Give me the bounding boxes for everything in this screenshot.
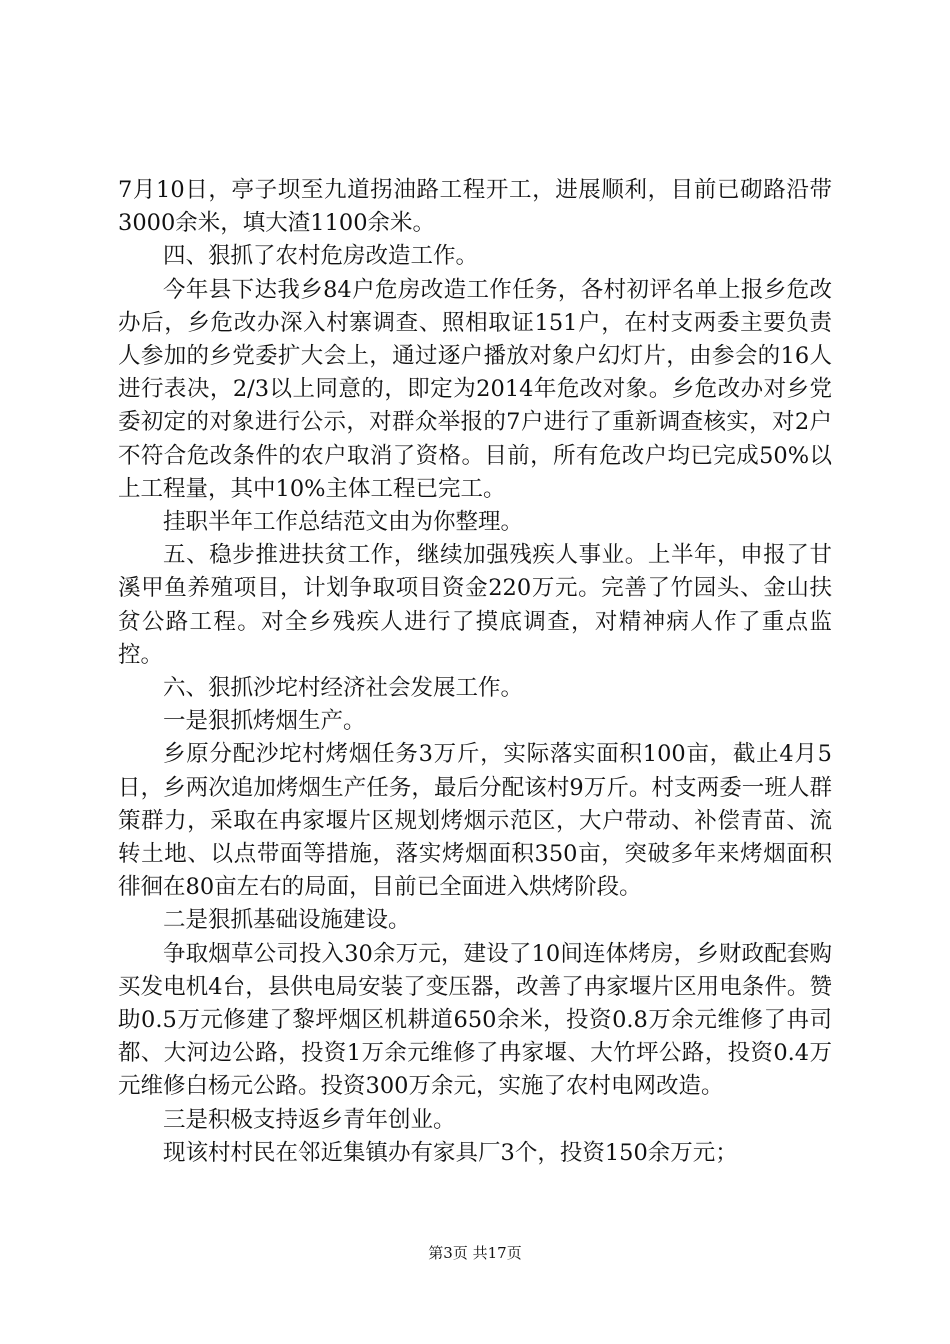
subheading-infrastructure: 二是狠抓基础设施建设。 — [163, 907, 411, 934]
document-body — [118, 174, 832, 1170]
page-number-footer: 第3页 共17页 — [428, 1244, 522, 1262]
paragraph-furniture-factories: 现该村村民在邻近集镇办有家具厂3个，投资150余万元； — [163, 1139, 738, 1166]
paragraph-road-project: 7月10日，亭子坝至九道拐油路工程开工，进展顺利，目前已砌路沿带3000余米，填大渣1100余米。 — [118, 177, 832, 237]
paragraph-infrastructure: 争取烟草公司投入30余万元，建设了10间连体烤房，乡财政配套购买发电机4台，县供电局安装了变压器，改善了冉家堰片区用电条件。赞助0.5万元修建了黎坪烟区机耕道650余米，投资0.8万余元维修了冉司都、大河边公路，投资1万余元维修了冉家堰、大竹坪公路，投资0.4万元维修白杨元公路。投资300万余元，实施了农村电网改造。 — [118, 940, 832, 1100]
heading-section-six: 六、狠抓沙坨村经济社会发展工作。 — [163, 675, 524, 702]
paragraph-compiled-note: 挂职半年工作总结范文由为你整理。 — [163, 509, 524, 536]
paragraph-tobacco-production: 乡原分配沙坨村烤烟任务3万斤，实际落实面积100亩，截止4月5日，乡两次追加烤烟生产任务，最后分配该村9万斤。村支两委一班人群策群力，采取在冉家堰片区规划烤烟示范区，大户带动、补偿青苗、流转土地、以点带面等措施，落实烤烟面积350亩，突破多年来烤烟面积徘徊在80亩左右的局面，目前已全面进入烘烤阶段。 — [118, 741, 832, 901]
paragraph-housing-renovation: 今年县下达我乡84户危房改造工作任务，各村初评名单上报乡危改办后，乡危改办深入村寨调查、照相取证151户，在村支两委主要负责人参加的乡党委扩大会上，通过逐户播放对象户幻灯片，由参会的16人进行表决，2/3以上同意的，即定为2014年危改对象。乡危改办对乡党委初定的对象进行公示，对群众举报的7户进行了重新调查核实，对2户不符合危改条件的农户取消了资格。目前，所有危改户均已完成50%以上工程量，其中10%主体工程已完工。 — [118, 276, 832, 502]
subheading-youth-entrepreneurship: 三是积极支持返乡青年创业。 — [163, 1106, 456, 1133]
paragraph-section-five: 五、稳步推进扶贫工作，继续加强残疾人事业。上半年，申报了甘溪甲鱼养殖项目，计划争取项目资金220万元。完善了竹园头、金山扶贫公路工程。对全乡残疾人进行了摸底调查，对精神病人作了重点监控。 — [118, 542, 832, 668]
subheading-tobacco: 一是狠抓烤烟生产。 — [163, 708, 366, 735]
heading-section-four: 四、狠抓了农村危房改造工作。 — [163, 243, 479, 270]
